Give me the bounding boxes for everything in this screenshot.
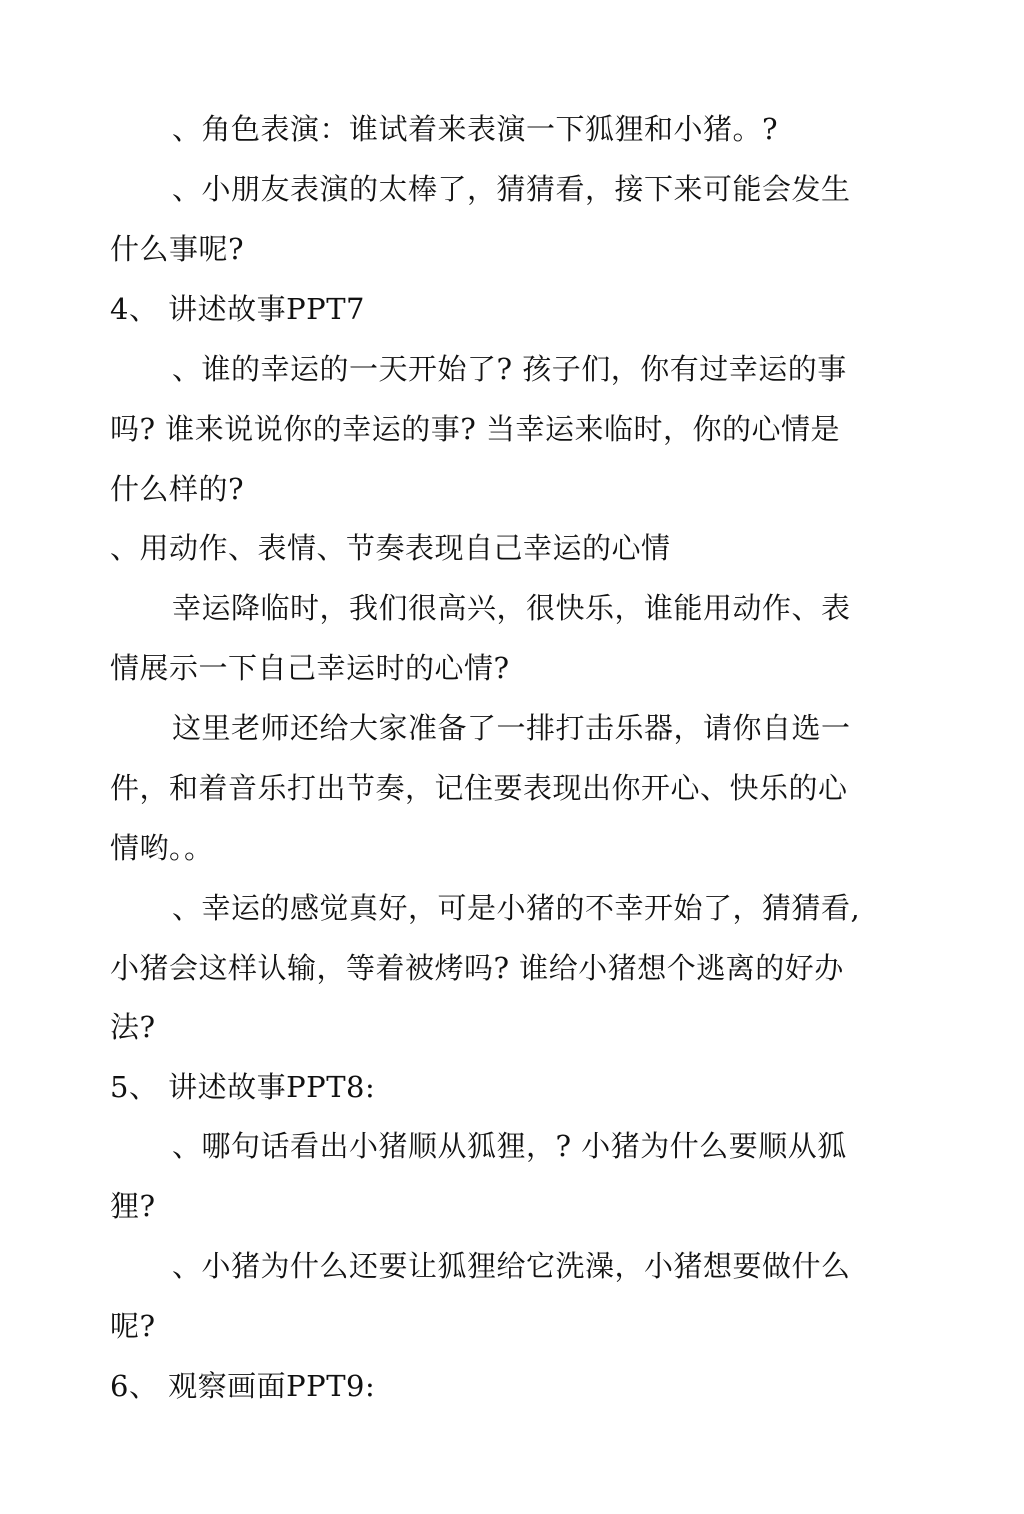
text-line: 件，和着音乐打出节奏，记住要表现出你开心、快乐的心 [110, 771, 848, 805]
text-line: 什么事呢? [110, 232, 245, 266]
text-line: 情哟。。 [110, 831, 214, 865]
section-heading: 6、 观察画面PPT9: [110, 1369, 376, 1403]
text-line: 呢? [110, 1309, 156, 1343]
text-line: 、角色表演：谁试着来表演一下狐狸和小猪。? [172, 112, 779, 146]
section-heading: 5、 讲述故事PPT8: [110, 1070, 376, 1104]
text-line: 、谁的幸运的一天开始了? 孩子们，你有过幸运的事 [172, 352, 847, 386]
text-line: 、小猪为什么还要让狐狸给它洗澡，小猪想要做什么 [172, 1249, 851, 1283]
text-line: 吗? 谁来说说你的幸运的事? 当幸运来临时，你的心情是 [110, 412, 841, 446]
text-line: 、幸运的感觉真好，可是小猪的不幸开始了，猜猜看, [172, 891, 861, 925]
text-line: 什么样的? [110, 472, 245, 506]
text-line: 、小朋友表演的太棒了，猜猜看，接下来可能会发生 [172, 172, 851, 206]
text-line: 情展示一下自己幸运时的心情? [110, 651, 510, 685]
text-line: 幸运降临时，我们很高兴，很快乐，谁能用动作、表 [172, 591, 851, 625]
text-line: 、用动作、表情、节奏表现自己幸运的心情 [110, 531, 671, 565]
text-line: 、哪句话看出小猪顺从狐狸，? 小猪为什么要顺从狐 [172, 1129, 847, 1163]
text-line: 这里老师还给大家准备了一排打击乐器，请你自选一 [172, 711, 851, 745]
text-line: 法? [110, 1010, 156, 1044]
section-heading: 4、 讲述故事PPT7 [110, 292, 365, 326]
text-line: 小猪会这样认输，等着被烤吗? 谁给小猪想个逃离的好办 [110, 951, 844, 985]
text-line: 狸? [110, 1189, 156, 1223]
